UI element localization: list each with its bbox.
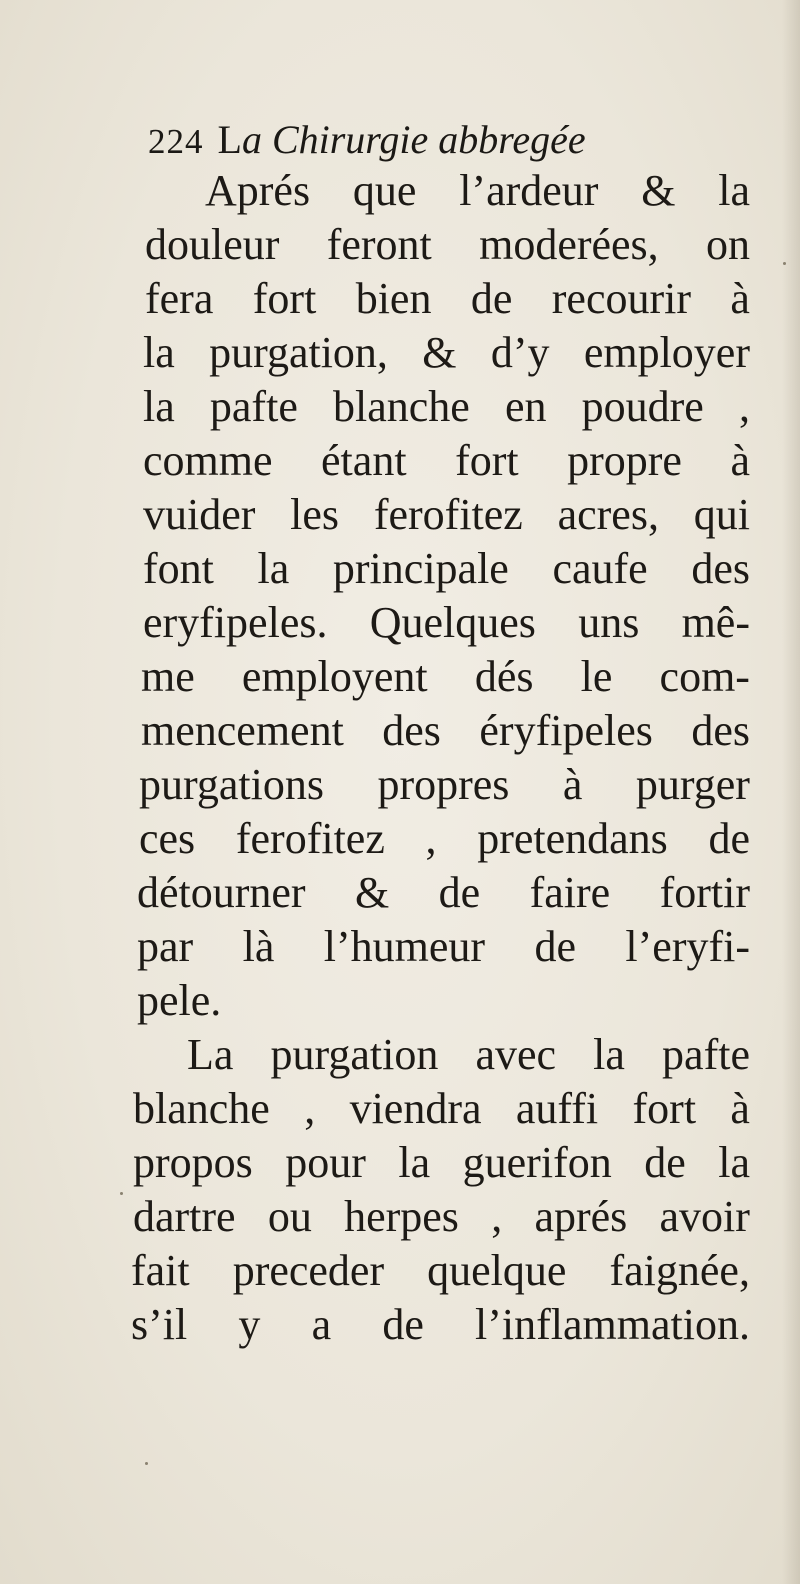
text-line: fait preceder quelque faignée,	[131, 1246, 750, 1295]
text-line: dartre ou herpes , aprés avoir	[133, 1192, 750, 1241]
text-line: me employent dés le com-	[141, 652, 750, 701]
text-line: propos pour la guerifon de la	[133, 1138, 750, 1187]
text-line: s’il y a de l’inflammation.	[131, 1300, 750, 1349]
text-line: détourner & de faire fortir	[137, 868, 750, 917]
text-line: eryfipeles. Quelques uns mê-	[143, 598, 750, 647]
page-number: 224	[148, 122, 204, 161]
paper-speck	[120, 1192, 123, 1195]
paper-speck	[783, 262, 786, 265]
text-line: fera fort bien de recourir à	[145, 274, 750, 323]
text-line: douleur feront moderées, on	[145, 220, 750, 269]
text-line: Aprés que l’ardeur & la	[205, 166, 750, 215]
text-line: blanche , viendra auffi fort à	[133, 1084, 750, 1133]
running-title-rest: a Chirurgie abbregée	[241, 117, 586, 162]
paper-speck	[145, 1462, 148, 1465]
text-line: ces ferofitez , pretendans de	[139, 814, 750, 863]
text-line: la purgation, & d’y employer	[143, 328, 750, 377]
text-line: purgations propres à purger	[139, 760, 750, 809]
text-line: mencement des éryfipeles des	[141, 706, 750, 755]
running-header	[148, 116, 586, 170]
text-line: La purgation avec la pafte	[187, 1030, 750, 1079]
text-line: pele.	[137, 976, 222, 1025]
running-title	[218, 117, 586, 162]
text-line: comme étant fort propre à	[143, 436, 750, 485]
running-title-initial: L	[217, 117, 242, 162]
text-line: font la principale caufe des	[143, 544, 750, 593]
text-line: la pafte blanche en poudre ,	[143, 382, 750, 431]
text-line: vuider les ferofitez acres, qui	[143, 490, 750, 539]
text-line: par là l’humeur de l’eryfi-	[137, 922, 750, 971]
